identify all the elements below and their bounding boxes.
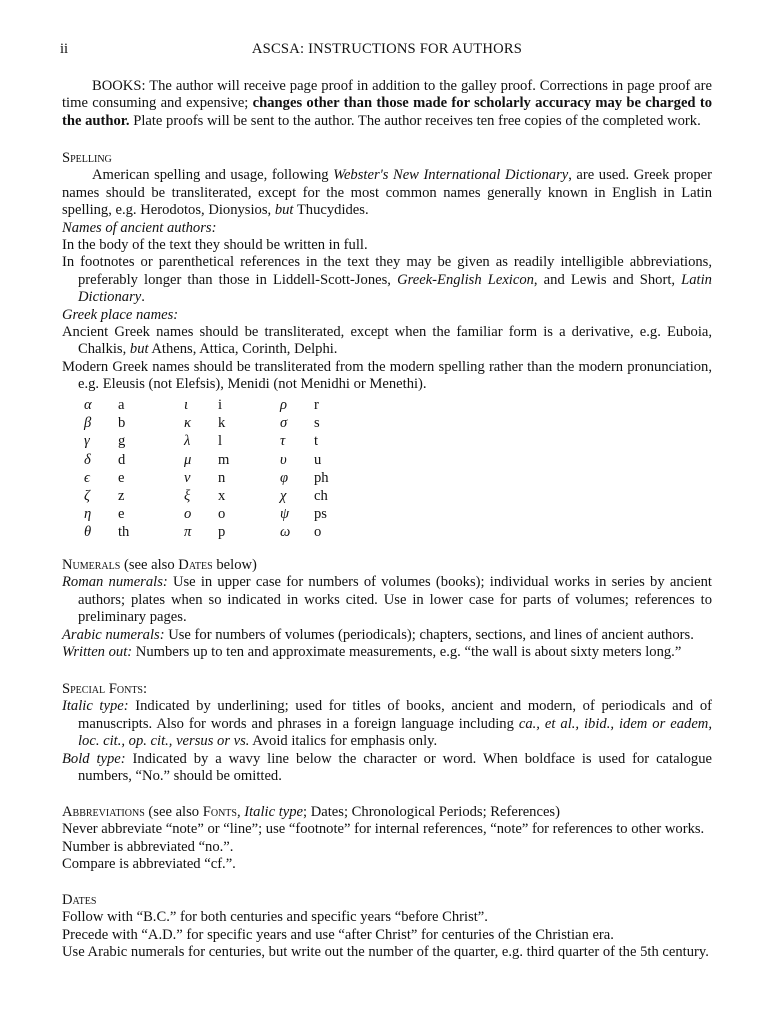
translit-row (280, 451, 400, 469)
latin-equivalent: e (118, 469, 125, 486)
latin-equivalent: n (218, 469, 226, 486)
greek-letter: β (84, 415, 92, 432)
greek-letter: δ (84, 451, 91, 468)
greek-letter: ξ (184, 487, 191, 504)
latin-equivalent: a (118, 397, 125, 413)
latin-equivalent: s (314, 415, 320, 432)
latin-equivalent: x (218, 487, 226, 504)
abbreviation-rule-2: Number is abbreviated “no.”. (62, 838, 234, 855)
greek-letter: χ (280, 487, 287, 504)
ancient-authors-label: Names of ancient authors: (62, 219, 217, 236)
latin-equivalent: r (314, 397, 319, 413)
translit-row (280, 505, 400, 523)
latin-equivalent: ch (314, 487, 328, 504)
latin-equivalent: t (314, 433, 319, 450)
greek-letter: ι (184, 397, 189, 413)
dates-heading: Dates (62, 892, 97, 908)
translit-row (280, 523, 400, 541)
translit-row (280, 396, 400, 414)
written-out-rule: Written out: Numbers up to ten and approximate measurements, e.g. “the wall is about sixty meters long.” (62, 644, 682, 661)
abbreviations-heading: Abbreviations (see also Fonts, Italic type; Dates; Chronological Periods; References) (62, 804, 560, 820)
greek-letter: ο (184, 506, 192, 523)
latin-equivalent: m (218, 451, 230, 468)
spelling-heading: Spelling (62, 150, 112, 166)
spelling-section (62, 150, 712, 394)
place-names-label: Greek place names: (62, 306, 179, 323)
ancient-authors-rule-2: In footnotes or parenthetical references in the text they may be given as readily intelligible abbreviations, preferably longer than those in Liddell-Scott-Jones, Greek-English Lexicon, and Lewis and Short, Latin Dictionary. (62, 254, 712, 306)
latin-equivalent: o (314, 524, 322, 541)
running-header (62, 41, 712, 59)
latin-equivalent: th (118, 524, 130, 541)
page-number: ii (60, 41, 69, 57)
greek-letter: λ (184, 433, 191, 450)
greek-letter: μ (184, 451, 192, 468)
dates-section (62, 892, 712, 962)
latin-equivalent: k (218, 415, 226, 432)
running-head: ASCSA: INSTRUCTIONS FOR AUTHORS (251, 41, 523, 57)
latin-equivalent: i (218, 397, 223, 413)
abbreviations-section (62, 804, 712, 874)
spelling-intro: American spelling and usage, following Webster's New International Dictionary, are used. Greek proper names should be transliterated, except for the most common names generally known in English in Latin spelling, e.g. Herodotos, Dionysios, but Thucydides. (62, 167, 712, 219)
greek-letter: φ (280, 469, 289, 486)
latin-equivalent: g (118, 433, 126, 450)
translit-row (280, 487, 400, 505)
roman-numerals-rule: Roman numerals: Use in upper case for numbers of volumes (books); individual works in series by ancient authors; plates when so indicated in works cited. Use in lower case for parts of volumes; references to preliminary pages. (62, 574, 712, 626)
arabic-numerals-rule: Arabic numerals: Use for numbers of volumes (periodicals); chapters, sections, and lines of ancient authors. (62, 626, 694, 643)
greek-letter: ω (280, 524, 291, 541)
translit-row (280, 432, 400, 450)
latin-equivalent: ph (314, 469, 329, 486)
greek-letter: α (84, 397, 92, 413)
books-paragraph: BOOKS: The author will receive page proof in addition to the galley proof. Corrections in page proof are time consuming and expensive; changes other than those made for scholarly accuracy may be charged to the author. Plate proofs will be sent to the author. The author receives ten free copies of the completed work. (62, 78, 712, 129)
books-bold-warning: changes other than those made for scholarly accuracy may be charged to the author. (62, 95, 712, 129)
greek-letter: υ (280, 451, 287, 468)
greek-letter: ψ (280, 506, 290, 523)
greek-letter: η (84, 506, 92, 523)
translit-row (280, 414, 400, 432)
translit-row (280, 469, 400, 487)
greek-letter: θ (84, 524, 92, 541)
fonts-heading: Special Fonts: (62, 681, 148, 697)
abbreviation-rule-1: Never abbreviate “note” or “line”; use “footnote” for internal references, “note” for references to other works. (62, 821, 705, 838)
latin-equivalent: d (118, 451, 126, 468)
latin-equivalent: u (314, 451, 322, 468)
dates-rule-3: Use Arabic numerals for centuries, but write out the number of the quarter, e.g. third quarter of the 5th century. (62, 944, 709, 961)
italic-type-rule: Italic type: Indicated by underlining; used for titles of books, ancient and modern, of periodicals and of manuscripts. Also for words and phrases in a foreign language including ca., et al., ibid., idem or eadem, loc. cit., op. cit., versus or vs. Avoid italics for emphasis only. (62, 698, 712, 750)
greek-letter: κ (184, 415, 192, 432)
greek-letter: ν (184, 469, 191, 486)
dates-rule-2: Precede with “A.D.” for specific years and use “after Christ” for centuries of the Christian era. (62, 926, 614, 943)
numerals-section (62, 557, 712, 661)
abbreviation-rule-3: Compare is abbreviated “cf.”. (62, 856, 236, 873)
latin-equivalent: l (218, 433, 223, 450)
greek-letter: π (184, 524, 192, 541)
place-names-rule-2: Modern Greek names should be transliterated from the modern spelling rather than the modern pronunciation, e.g. Eleusis (not Elefsis), Menidi (not Menidhi or Menethi). (62, 358, 712, 393)
dates-rule-1: Follow with “B.C.” for both centuries and specific years “before Christ”. (62, 909, 488, 926)
latin-equivalent: ps (314, 506, 327, 523)
greek-letter: τ (280, 433, 286, 450)
ancient-authors-rule-1: In the body of the text they should be written in full. (62, 237, 368, 254)
greek-letter: ρ (280, 397, 288, 413)
latin-equivalent: p (218, 524, 226, 541)
greek-letter: ϵ (84, 469, 90, 486)
books-section (62, 78, 712, 130)
greek-letter: σ (280, 415, 288, 432)
place-names-rule-1: Ancient Greek names should be transliterated, except when the familiar form is a derivative, e.g. Euboia, Chalkis, but Athens, Attica, Corinth, Delphi. (62, 324, 712, 358)
latin-equivalent: z (118, 487, 125, 504)
numerals-heading: Numerals (see also Dates below) (62, 557, 257, 573)
greek-letter: γ (84, 433, 90, 450)
latin-equivalent: b (118, 415, 126, 432)
greek-letter: ζ (84, 487, 90, 504)
fonts-section (62, 681, 712, 785)
translit-column-3 (280, 396, 400, 542)
latin-equivalent: o (218, 506, 226, 523)
bold-type-rule: Bold type: Indicated by a wavy line below the character or word. When boldface is used for catalogue numbers, “No.” should be omitted. (62, 750, 712, 785)
latin-equivalent: e (118, 506, 125, 523)
